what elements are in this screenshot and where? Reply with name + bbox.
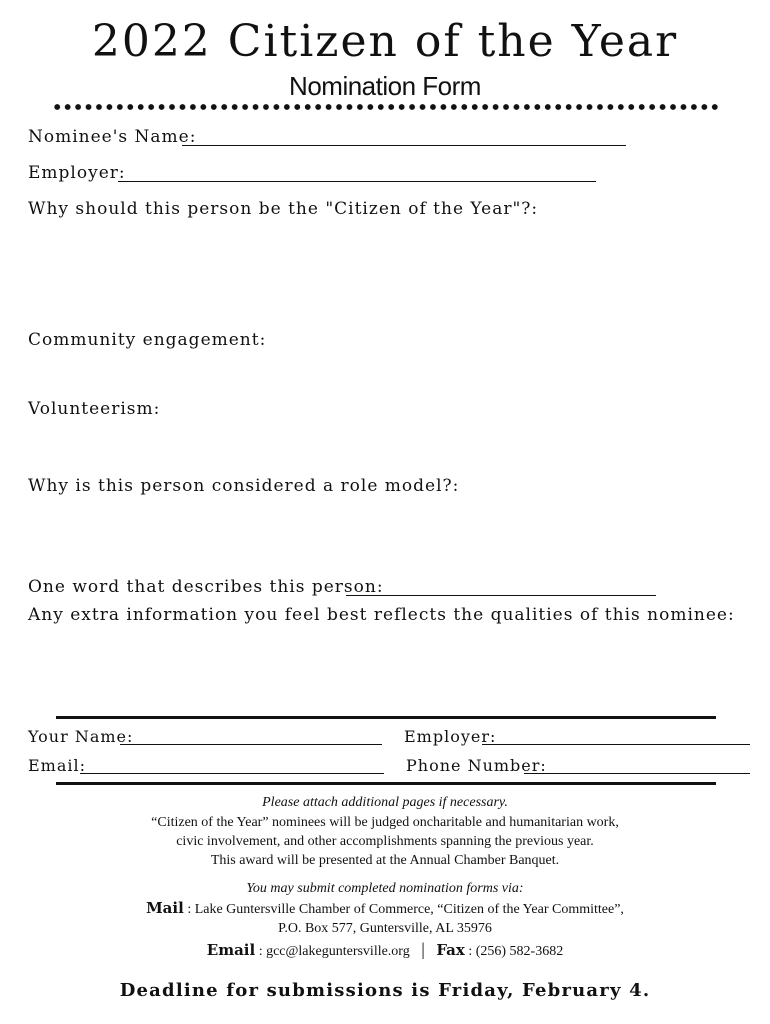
form-subtitle: Nomination Form: [289, 71, 481, 101]
mail-line: [0, 899, 770, 920]
judging-criteria-line2: civic involvement, and other accomplishments spanning the previous year.: [176, 834, 594, 849]
email-label: Email:: [28, 756, 87, 775]
one-word-label: One word that describes this person:: [28, 577, 384, 597]
attach-note: Please attach additional pages if necessary.: [262, 795, 508, 810]
mail-address-text: : Lake Guntersville Chamber of Commerce, “Citizen of the Year Committee”,: [187, 902, 624, 917]
deadline-notice: Deadline for submissions is Friday, February 4.: [119, 980, 651, 1001]
volunteerism-answer-area[interactable]: [28, 424, 728, 472]
submitter-employer-field[interactable]: [482, 744, 750, 745]
one-word-field[interactable]: [346, 595, 656, 596]
phone-number-field[interactable]: [524, 773, 750, 774]
form-title: 2022 Citizen of the Year: [91, 16, 679, 67]
submit-via-note: You may submit completed nomination forms via:: [246, 881, 524, 896]
community-engagement-answer-area[interactable]: [28, 354, 728, 394]
contact-line: [0, 940, 770, 962]
mail-label: Mail: [146, 899, 184, 917]
email-address[interactable]: : gcc@lakeguntersville.org: [258, 944, 410, 959]
submitter-employer-label: Employer:: [404, 727, 497, 746]
judging-criteria-line1: “Citizen of the Year” nominees will be judged oncharitable and humanitarian work,: [151, 815, 619, 830]
nominee-name-label: Nominee's Name:: [28, 127, 197, 147]
fax-label: Fax: [436, 941, 465, 959]
email-field[interactable]: [80, 773, 384, 774]
fax-number: : (256) 582-3682: [468, 944, 564, 959]
nominee-name-field[interactable]: [182, 145, 626, 146]
extra-info-label: Any extra information you feel best reflects the qualities of this nominee:: [28, 605, 735, 625]
community-engagement-label: Community engagement:: [28, 330, 267, 350]
why-citizen-answer-area[interactable]: [28, 224, 728, 320]
top-rule: [56, 716, 716, 719]
your-name-field[interactable]: [120, 744, 382, 745]
extra-info-answer-area[interactable]: [28, 630, 728, 710]
dotted-divider: [52, 101, 720, 113]
why-citizen-label: Why should this person be the "Citizen of the Year"?:: [28, 199, 539, 219]
po-box-address: P.O. Box 577, Guntersville, AL 35976: [278, 921, 492, 936]
role-model-answer-area[interactable]: [28, 500, 728, 572]
employer-label: Employer:: [28, 163, 126, 183]
separator: |: [421, 939, 425, 959]
bottom-rule: [56, 782, 716, 785]
role-model-label: Why is this person considered a role model?:: [28, 476, 460, 496]
your-name-label: Your Name:: [28, 727, 134, 746]
phone-number-label: Phone Number:: [406, 756, 547, 775]
volunteerism-label: Volunteerism:: [28, 399, 161, 419]
email-contact-label: Email: [206, 941, 256, 959]
banquet-note: This award will be presented at the Annual Chamber Banquet.: [210, 853, 560, 868]
employer-field[interactable]: [118, 181, 596, 182]
